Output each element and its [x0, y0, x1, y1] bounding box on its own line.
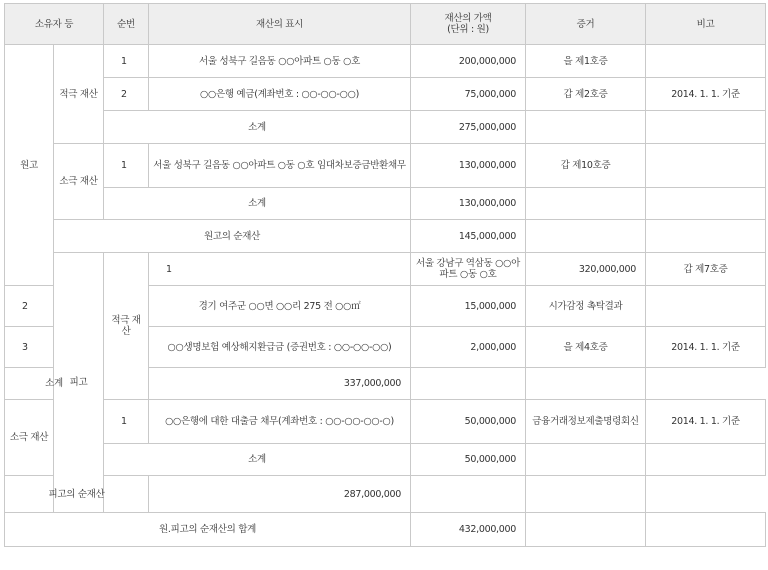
row-value: 2,000,000: [411, 327, 526, 368]
row-note: 2014. 1. 1. 기준: [646, 78, 766, 111]
total-value: 432,000,000: [411, 513, 526, 547]
row-desc: 서울 성북구 길음동 ○○아파트 ○동 ○호: [149, 45, 411, 78]
plaintiff-negative-label: 소극 재산: [54, 144, 104, 220]
net-label: 원고의 순재산: [54, 220, 411, 253]
row-seq: 3: [5, 327, 54, 368]
empty-cell: [646, 444, 766, 476]
defendant-positive-label: 적극 재산: [104, 253, 149, 400]
row-evidence: 을 제4호증: [526, 327, 646, 368]
empty-cell: [526, 444, 646, 476]
empty-cell: [646, 220, 766, 253]
empty-cell: [526, 476, 646, 513]
plaintiff-positive-label: 적극 재산: [54, 45, 104, 144]
row-seq: 1: [104, 400, 149, 444]
row-value: 200,000,000: [411, 45, 526, 78]
row-note: [646, 286, 766, 327]
table-row: [5, 253, 766, 286]
header-owner: 소유자 등: [5, 4, 104, 45]
subtotal-row: [5, 188, 766, 220]
header-note: 비고: [646, 4, 766, 45]
subtotal-row: [5, 111, 766, 144]
empty-cell: [646, 513, 766, 547]
row-desc: 경기 여주군 ○○면 ○○리 275 전 ○○㎡: [149, 286, 411, 327]
row-value: 15,000,000: [411, 286, 526, 327]
header-value-line1: 재산의 가액: [444, 13, 492, 24]
total-row: [5, 513, 766, 547]
empty-cell: [526, 513, 646, 547]
row-note: 2014. 1. 1. 기준: [646, 327, 766, 368]
row-evidence: 갑 제2호증: [526, 78, 646, 111]
total-label: 원.피고의 순재산의 합계: [5, 513, 411, 547]
subtotal-value: 130,000,000: [411, 188, 526, 220]
empty-cell: [646, 111, 766, 144]
row-value: 320,000,000: [526, 253, 646, 286]
net-label: 피고의 순재산: [5, 476, 149, 513]
header-desc: 재산의 표시: [149, 4, 411, 45]
row-seq: 1: [104, 45, 149, 78]
empty-cell: [526, 368, 646, 400]
empty-cell: [646, 188, 766, 220]
row-desc: ○○은행에 대한 대출금 채무(계좌번호 : ○○-○○-○○-○): [149, 400, 411, 444]
row-desc: ○○생명보험 예상해지환급금 (증권번호 : ○○-○○-○○): [149, 327, 411, 368]
empty-cell: [526, 111, 646, 144]
subtotal-label: 소계: [104, 111, 411, 144]
header-value: [411, 4, 526, 45]
row-note: 2014. 1. 1. 기준: [646, 400, 766, 444]
property-division-table: [4, 3, 766, 547]
subtotal-value: 337,000,000: [149, 368, 411, 400]
empty-cell: [411, 476, 526, 513]
table-row: [5, 78, 766, 111]
row-desc: 서울 성북구 길음동 ○○아파트 ○동 ○호 임대차보증금반환채무: [149, 144, 411, 188]
row-evidence: 금융거래정보제출명령회신: [526, 400, 646, 444]
plaintiff-label: 원고: [5, 45, 54, 286]
net-row: [5, 476, 766, 513]
net-value: 145,000,000: [411, 220, 526, 253]
header-seq: 순번: [104, 4, 149, 45]
row-desc: ○○은행 예금(계좌번호 : ○○-○○-○○): [149, 78, 411, 111]
row-evidence: 갑 제10호증: [526, 144, 646, 188]
table-row: [5, 45, 766, 78]
empty-cell: [526, 188, 646, 220]
row-seq: 1: [104, 144, 149, 188]
row-evidence: 갑 제7호증: [646, 253, 766, 286]
subtotal-label: 소계: [104, 188, 411, 220]
empty-cell: [526, 220, 646, 253]
row-value: 130,000,000: [411, 144, 526, 188]
table-row: [5, 144, 766, 188]
row-value: 50,000,000: [411, 400, 526, 444]
net-value: 287,000,000: [149, 476, 411, 513]
subtotal-value: 50,000,000: [411, 444, 526, 476]
header-row: [5, 4, 766, 45]
subtotal-label: 소계: [5, 368, 104, 400]
defendant-negative-label: 소극 재산: [5, 400, 54, 476]
row-note: [646, 144, 766, 188]
table-row: [5, 400, 766, 444]
row-evidence: 시가감정 촉탁결과: [526, 286, 646, 327]
net-row: [5, 220, 766, 253]
header-evidence: 증거: [526, 4, 646, 45]
row-value: 75,000,000: [411, 78, 526, 111]
subtotal-value: 275,000,000: [411, 111, 526, 144]
empty-cell: [411, 368, 526, 400]
subtotal-label: 소계: [104, 444, 411, 476]
header-value-line2: (단위 : 원): [447, 24, 489, 35]
row-seq: 2: [5, 286, 54, 327]
row-note: [646, 45, 766, 78]
subtotal-row: [5, 444, 766, 476]
row-desc: 서울 강남구 역삼동 ○○아파트 ○동 ○호: [411, 253, 526, 286]
row-evidence: 을 제1호증: [526, 45, 646, 78]
defendant-label: 피고: [54, 253, 104, 513]
row-seq: 2: [104, 78, 149, 111]
row-seq: 1: [149, 253, 411, 286]
